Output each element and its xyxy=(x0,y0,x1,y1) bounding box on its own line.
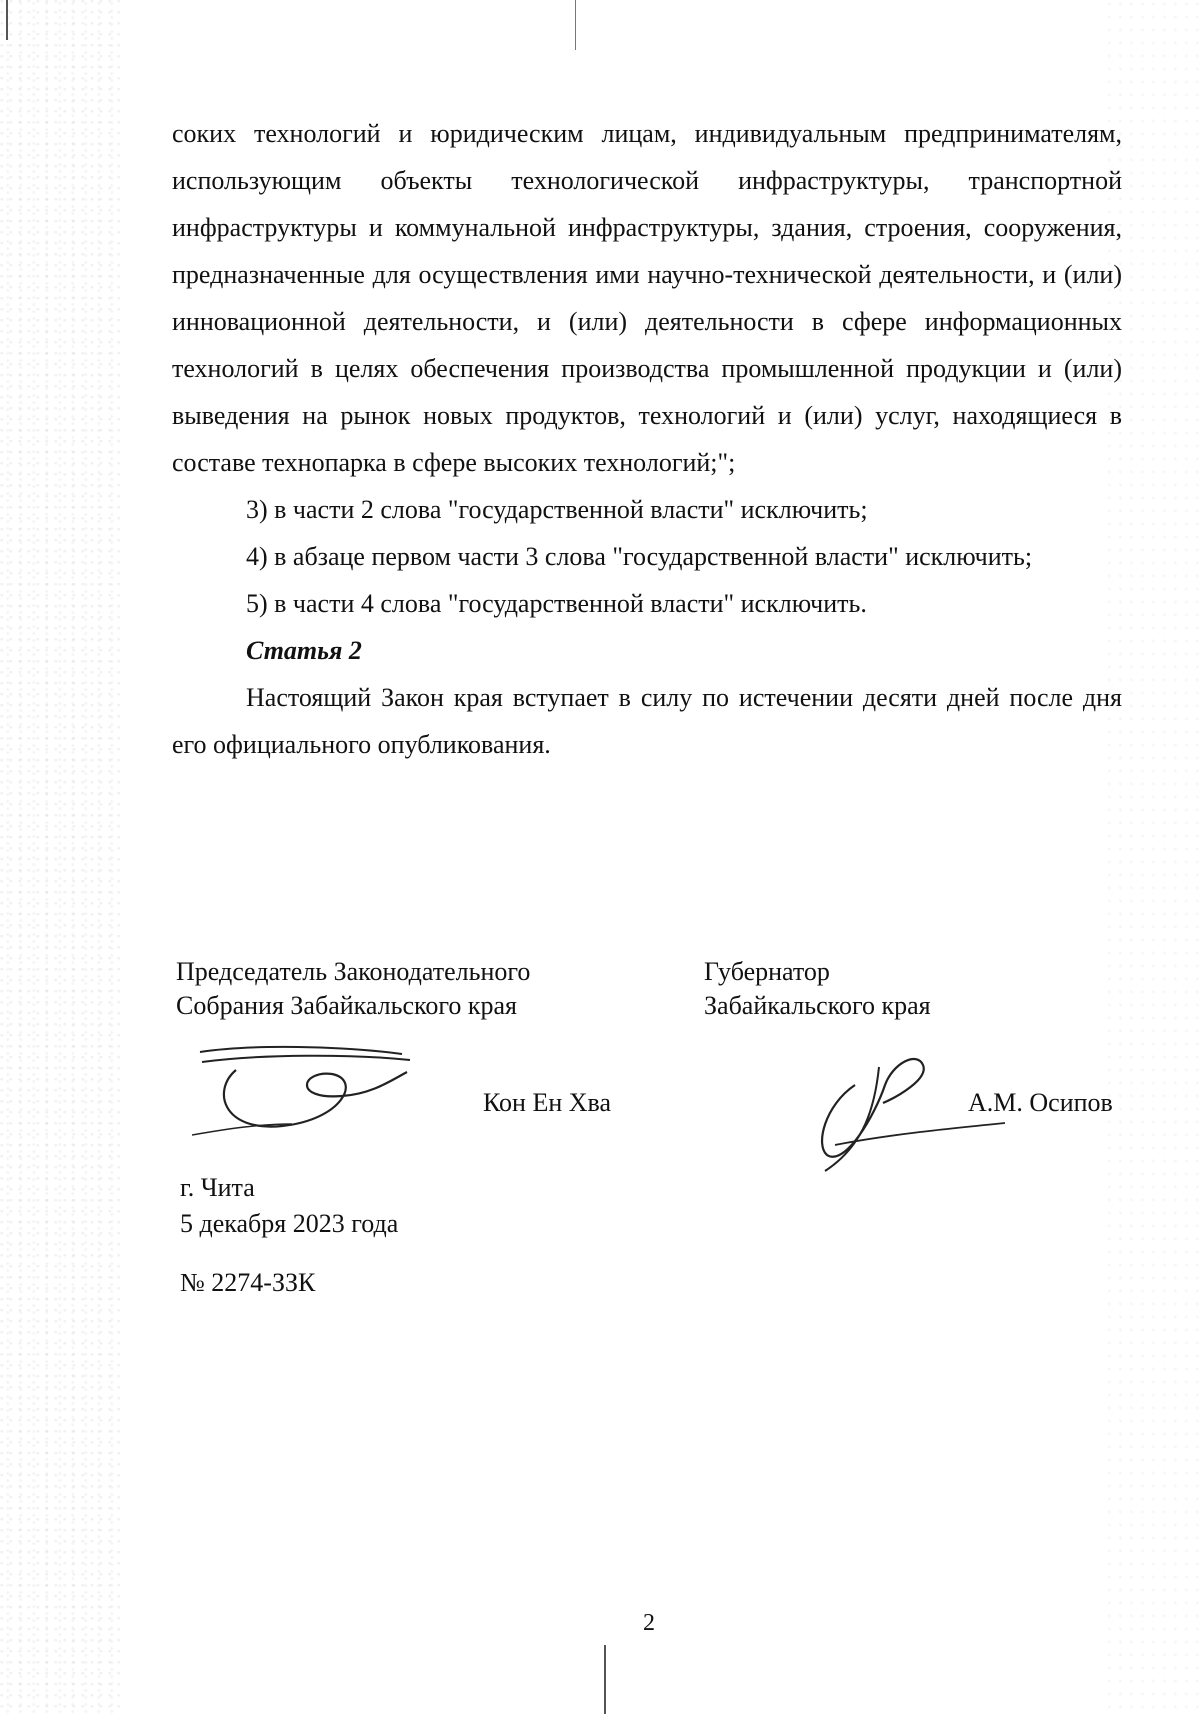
place-and-date xyxy=(180,1170,398,1242)
signatory-right-title-line2: Забайкальского края xyxy=(704,991,931,1020)
signatory-left-title-line2: Собрания Забайкальского края xyxy=(176,991,517,1020)
scan-noise-left xyxy=(0,0,120,1714)
article-2-heading: Статья 2 xyxy=(246,636,362,665)
scan-edge-line xyxy=(6,0,8,40)
list-item-5: 5) в части 4 слова "государственной власти" исключить. xyxy=(246,589,867,618)
date: 5 декабря 2023 года xyxy=(180,1209,399,1238)
signature-left-icon xyxy=(192,1040,422,1140)
continued-paragraph: соких технологий и юридическим лицам, индивидуальным предпринимателям, использующим объекты технологической инфраструктуры, транспортной инфраструктуры и коммунальной инфраструктуры, здания, строения, сооружения, предназначенные для осуществления ими научно-технической деятельности, и (или) инновационной деятельности, и (или) деятельности в сфере информационных технологий в целях обеспечения производства промышленной продукции и (или) выведения на рынок новых продуктов, технологий и (или) услуг, находящиеся в составе технопарка в сфере высоких технологий;"; xyxy=(172,119,1122,477)
signatory-right-name: А.М. Осипов xyxy=(968,1088,1113,1117)
page-number: 2 xyxy=(643,1610,655,1636)
signatory-left-title-line1: Председатель Законодательного xyxy=(176,957,531,986)
signatory-left-name: Кон Ен Хва xyxy=(483,1088,612,1117)
signatory-left-title xyxy=(176,955,530,1023)
scan-bottom-mark xyxy=(604,1645,606,1714)
document-number: № 2274-ЗЗК xyxy=(180,1268,316,1297)
article-2-text: Настоящий Закон края вступает в силу по истечении десяти дней после дня его официального опубликования. xyxy=(172,683,1122,759)
signatory-right-title-line1: Губернатор xyxy=(704,957,830,986)
signatory-right-title xyxy=(704,955,931,1023)
scan-top-mark xyxy=(575,0,576,50)
document-body xyxy=(172,110,1122,768)
list-item-4: 4) в абзаце первом части 3 слова "государственной власти" исключить; xyxy=(246,542,1033,571)
place: г. Чита xyxy=(180,1173,255,1202)
list-item-3: 3) в части 2 слова "государственной власти" исключить; xyxy=(246,495,868,524)
